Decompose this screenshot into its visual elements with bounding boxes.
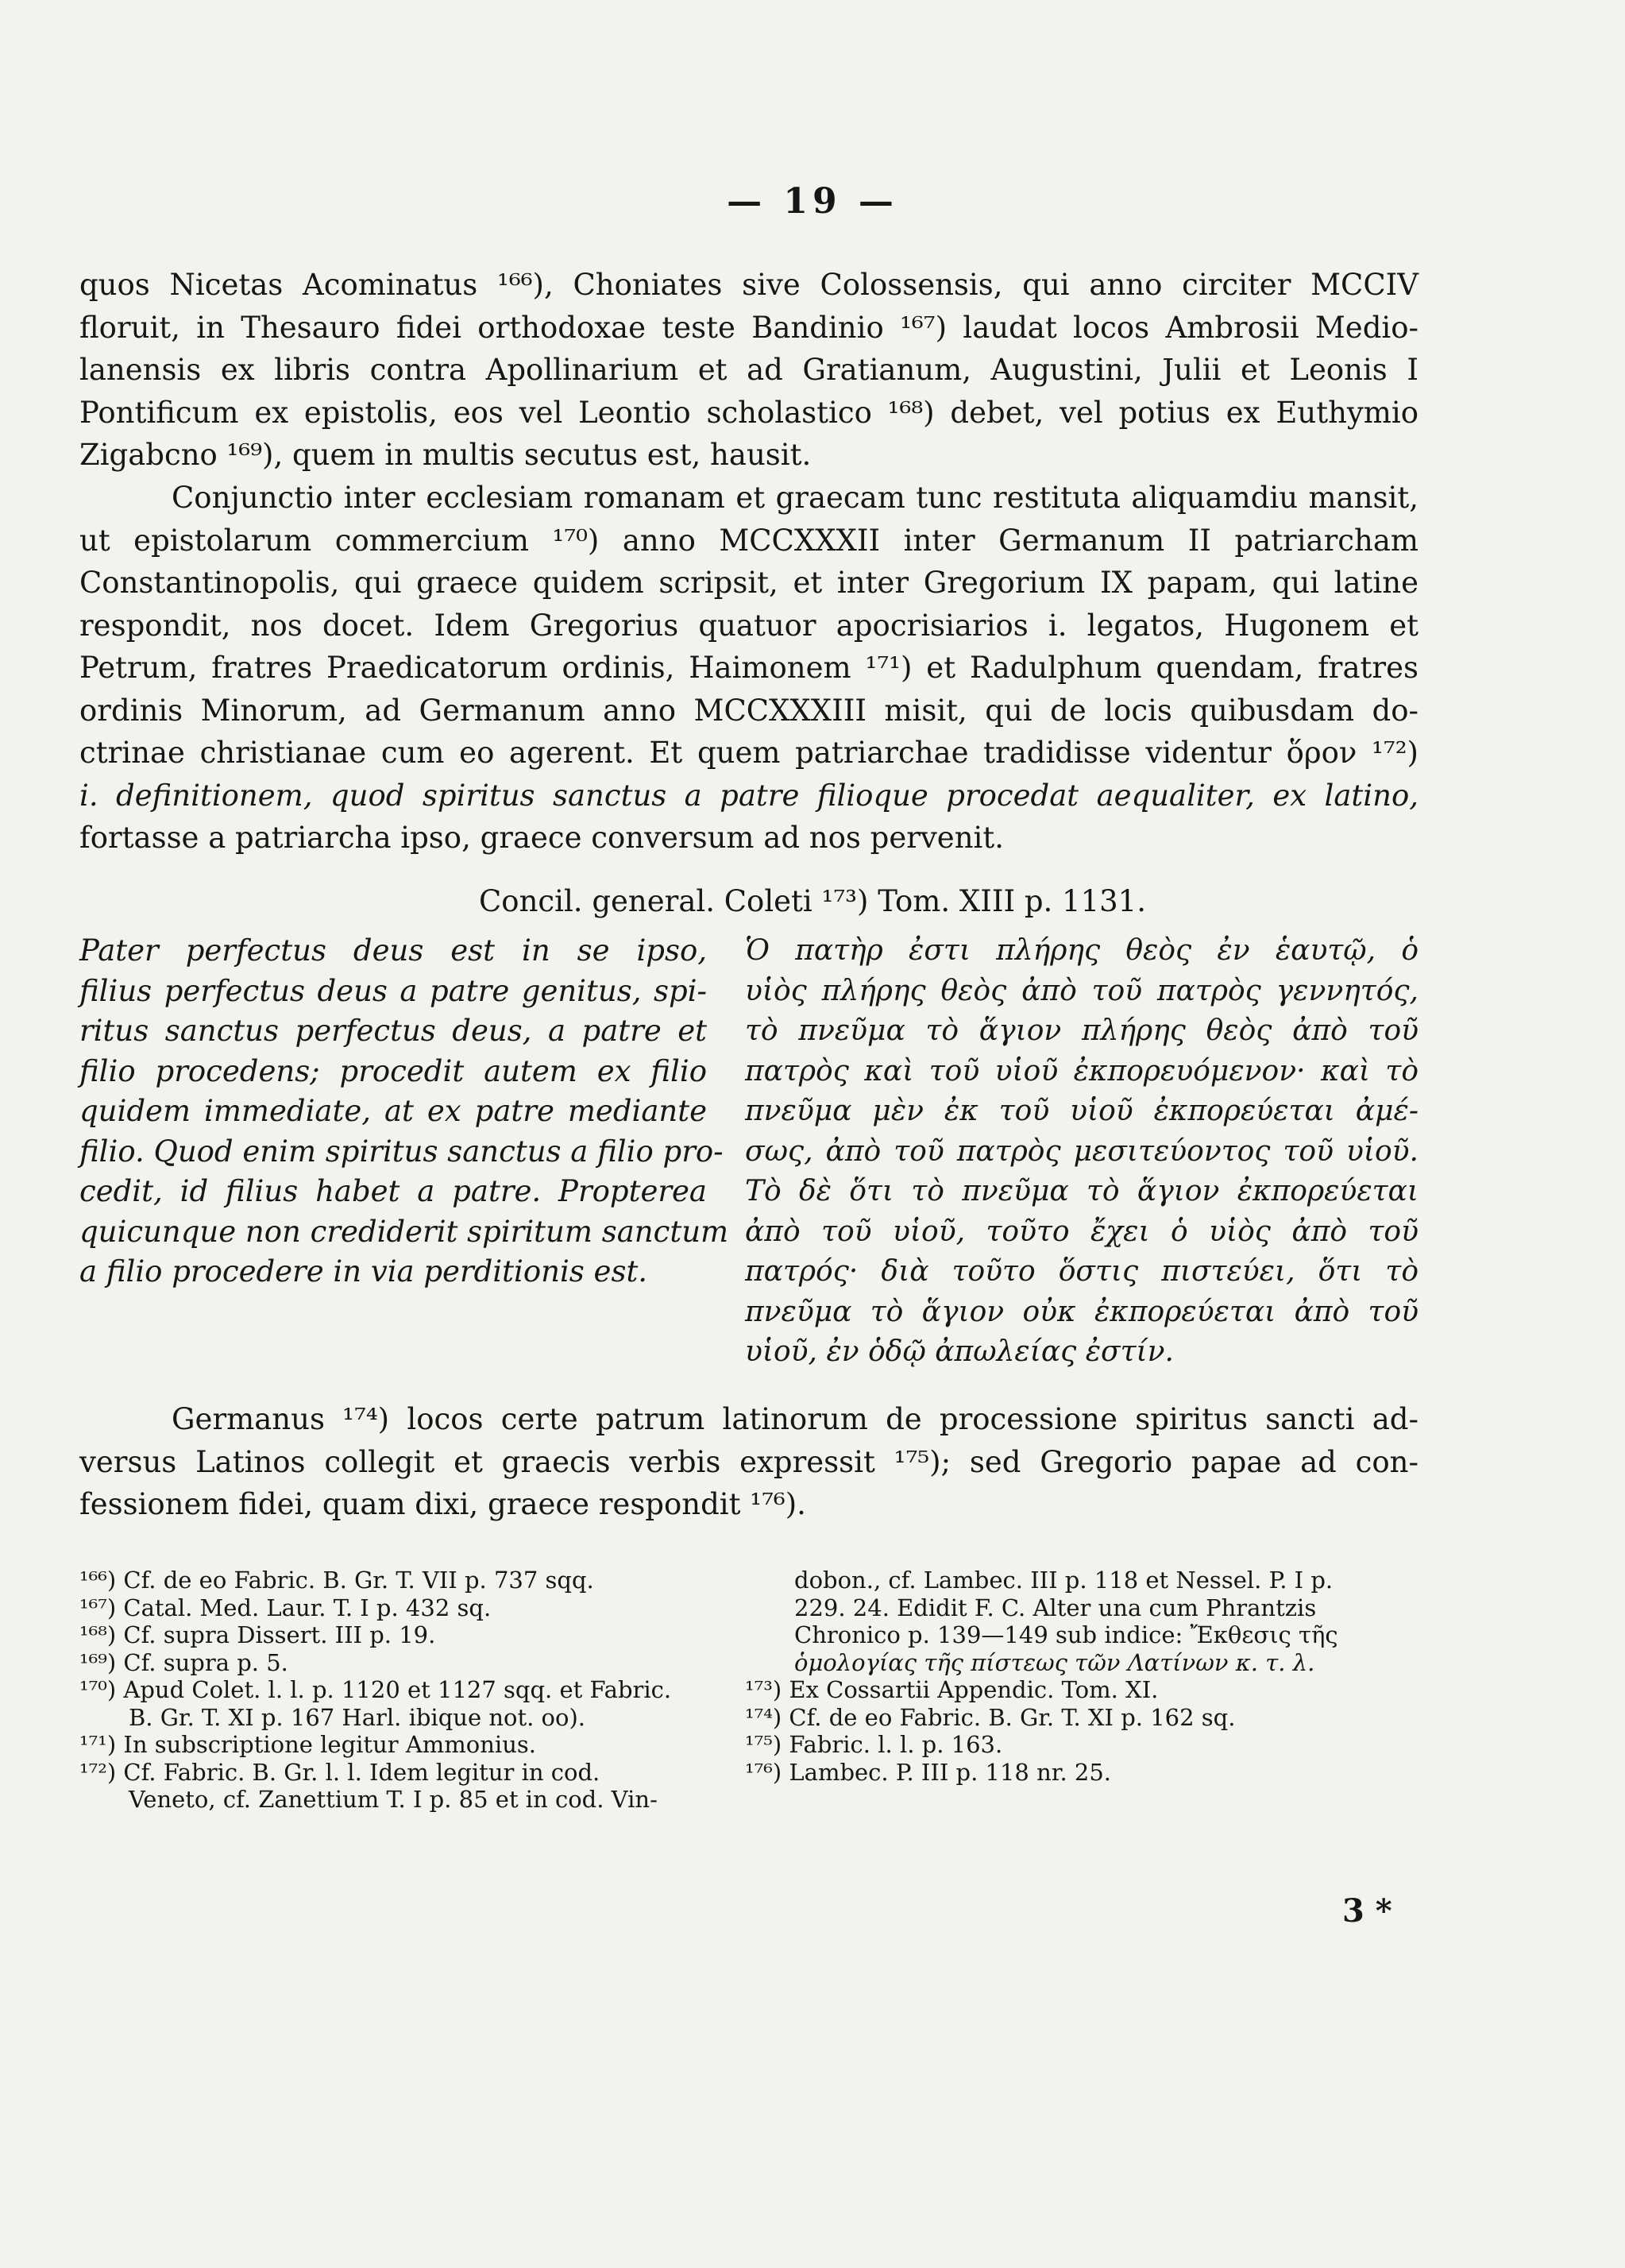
signature-mark: 3 * [1342,1892,1392,1930]
footnotes-right [745,1567,1418,1786]
footnote-line: Chronico p. 139—149 sub indice: Ἔκθεσις τῆς [794,1621,1338,1648]
text-line: ut epistolarum commercium ¹⁷⁰) anno MCCXXXII inter Germanum II patriarcham [79,523,1418,558]
footnote-line: ¹⁷⁵) Fabric. l. l. p. 163. [745,1731,1003,1758]
text-line: versus Latinos collegit et graecis verbis expressit ¹⁷⁵); sed Gregorio papae ad con- [79,1444,1418,1479]
text-line: fessionem fidei, quam dixi, graece respondit ¹⁷⁶). [79,1487,806,1521]
latin-line: filio procedens; procedit autem ex filio [79,1053,707,1088]
paragraph-germanus [79,1398,1418,1526]
page-number: — 19 — [727,181,898,222]
greek-line: τὸ πνεῦμα τὸ ἅγιον πλήρης θεὸς ἀπὸ τοῦ [745,1014,1418,1047]
paragraph-nicetas [79,264,1418,477]
footnote-line: ¹⁷⁶) Lambec. P. III p. 118 nr. 25. [745,1758,1111,1786]
greek-line: σως, ἀπὸ τοῦ πατρὸς μεσιτεύοντος τοῦ υἱοῦ. [745,1134,1418,1168]
footnote-line: ¹⁶⁶) Cf. de eo Fabric. B. Gr. T. VII p. 737 sqq. [79,1567,594,1594]
text-line: Constantinopolis, qui graece quidem scripsit, et inter Gregorium IX papam, qui latine [79,566,1418,600]
latin-line: ritus sanctus perfectus deus, a patre et [79,1014,707,1048]
footnote-line: ¹⁷⁰) Apud Colet. l. l. p. 1120 et 1127 sqq. et Fabric. [79,1676,672,1703]
footnote-line: ὁμολογίας τῆς πίστεως τῶν Λατίνων κ. τ. λ. [794,1648,1315,1676]
greek-line: πατρός· διὰ τοῦτο ὅστις πιστεύει, ὅτι τὸ [745,1255,1418,1288]
greek-line: πνεῦμα τὸ ἅγιον οὐκ ἐκπορεύεται ἀπὸ τοῦ [745,1295,1418,1328]
text-line: Zigabcno ¹⁶⁹), quem in multis secutus est, hausit. [79,438,812,472]
greek-line: υἱοῦ, ἐν ὁδῷ ἀπωλείας ἐστίν. [745,1335,1174,1368]
text-line: floruit, in Thesauro fidei orthodoxae teste Bandinio ¹⁶⁷) laudat locos Ambrosii Medio- [79,310,1418,345]
latin-line: filio. Quod enim spiritus sanctus a filio pro- [79,1134,724,1169]
text-line: quos Nicetas Acominatus ¹⁶⁶), Choniates sive Colossensis, qui anno circiter MCCIV [79,268,1418,302]
latin-line: Pater perfectus deus est in se ipso, [79,933,707,968]
greek-line: υἱὸς πλήρης θεὸς ἀπὸ τοῦ πατρὸς γεννητός, [745,974,1418,1007]
greek-line: πατρὸς καὶ τοῦ υἱοῦ ἐκπορευόμενον· καὶ τὸ [745,1054,1418,1088]
footnote-line: Veneto, cf. Zanettium T. I p. 85 et in cod. Vin- [129,1786,658,1813]
footnote-line: ¹⁷⁴) Cf. de eo Fabric. B. Gr. T. XI p. 162 sq. [745,1703,1236,1731]
greek-line: πνεῦμα μὲν ἐκ τοῦ υἱοῦ ἐκπορεύεται ἀμέ- [745,1095,1418,1127]
text-line: Germanus ¹⁷⁴) locos certe patrum latinorum de processione spiritus sancti ad- [172,1402,1418,1436]
text-line: ordinis Minorum, ad Germanum anno MCCXXXIII misit, qui de locis quibusdam do- [79,693,1418,728]
latin-line: filius perfectus deus a patre genitus, spi- [79,973,707,1008]
text-line: i. definitionem, quod spiritus sanctus a patre filioque procedat aequaliter, ex latino, [79,778,1418,813]
latin-line: quicunque non crediderit spiritum sanctum [79,1214,729,1249]
footnote-line: ¹⁷³) Ex Cossartii Appendic. Tom. XI. [745,1676,1159,1703]
footnote-line: B. Gr. T. XI p. 167 Harl. ibique not. oo). [129,1703,586,1731]
footnote-line: ¹⁷¹) In subscriptione legitur Ammonius. [79,1731,536,1758]
latin-column [79,931,729,1292]
footnote-line: dobon., cf. Lambec. III p. 118 et Nessel. P. I p. [794,1567,1334,1594]
text-line: Petrum, fratres Praedicatorum ordinis, Haimonem ¹⁷¹) et Radulphum quendam, fratres [79,651,1418,685]
latin-line: cedit, id filius habet a patre. Propterea [79,1174,707,1208]
footnote-line: ¹⁶⁸) Cf. supra Dissert. III p. 19. [79,1621,436,1648]
footnote-line: ¹⁷²) Cf. Fabric. B. Gr. l. l. Idem legitur in cod. [79,1758,600,1786]
greek-line: Τὸ δὲ ὅτι τὸ πνεῦμα τὸ ἅγιον ἐκπορεύεται [745,1175,1418,1207]
latin-line: a filio procedere in via perditionis est. [79,1254,648,1289]
greek-line: ἀπὸ τοῦ υἱοῦ, τοῦτο ἔχει ὁ υἱὸς ἀπὸ τοῦ [745,1215,1418,1248]
text-line: Pontificum ex epistolis, eos vel Leontio scholastico ¹⁶⁸) debet, vel potius ex Euthymio [79,395,1418,430]
concil-heading: Concil. general. Coleti ¹⁷³) Tom. XIII p. 1131. [479,884,1146,918]
text-line: lanensis ex libris contra Apollinarium et ad Gratianum, Augustini, Julii et Leonis I [79,353,1418,387]
text-line: Conjunctio inter ecclesiam romanam et graecam tunc restituta aliquamdiu mansit, [172,481,1418,515]
greek-column [745,931,1418,1373]
footnote-line: ¹⁶⁹) Cf. supra p. 5. [79,1648,288,1676]
text-line: fortasse a patriarcha ipso, graece conversum ad nos pervenit. [79,821,1005,855]
text-line: respondit, nos docet. Idem Gregorius quatuor apocrisiarios i. legatos, Hugonem et [79,608,1418,643]
footnote-line: 229. 24. Edidit F. C. Alter una cum Phrantzis [794,1594,1317,1621]
greek-line: Ὁ πατὴρ ἐστι πλήρης θεὸς ἐν ἑαυτῷ, ὁ [745,934,1418,967]
footnotes-left [79,1567,715,1814]
footnote-line: ¹⁶⁷) Catal. Med. Laur. T. I p. 432 sq. [79,1594,492,1621]
latin-line: quidem immediate, at ex patre mediante [79,1094,707,1128]
text-line: ctrinae christianae cum eo agerent. Et quem patriarchae tradidisse videntur ὅρον ¹⁷²) [79,736,1418,770]
paragraph-conjunctio [79,477,1418,860]
